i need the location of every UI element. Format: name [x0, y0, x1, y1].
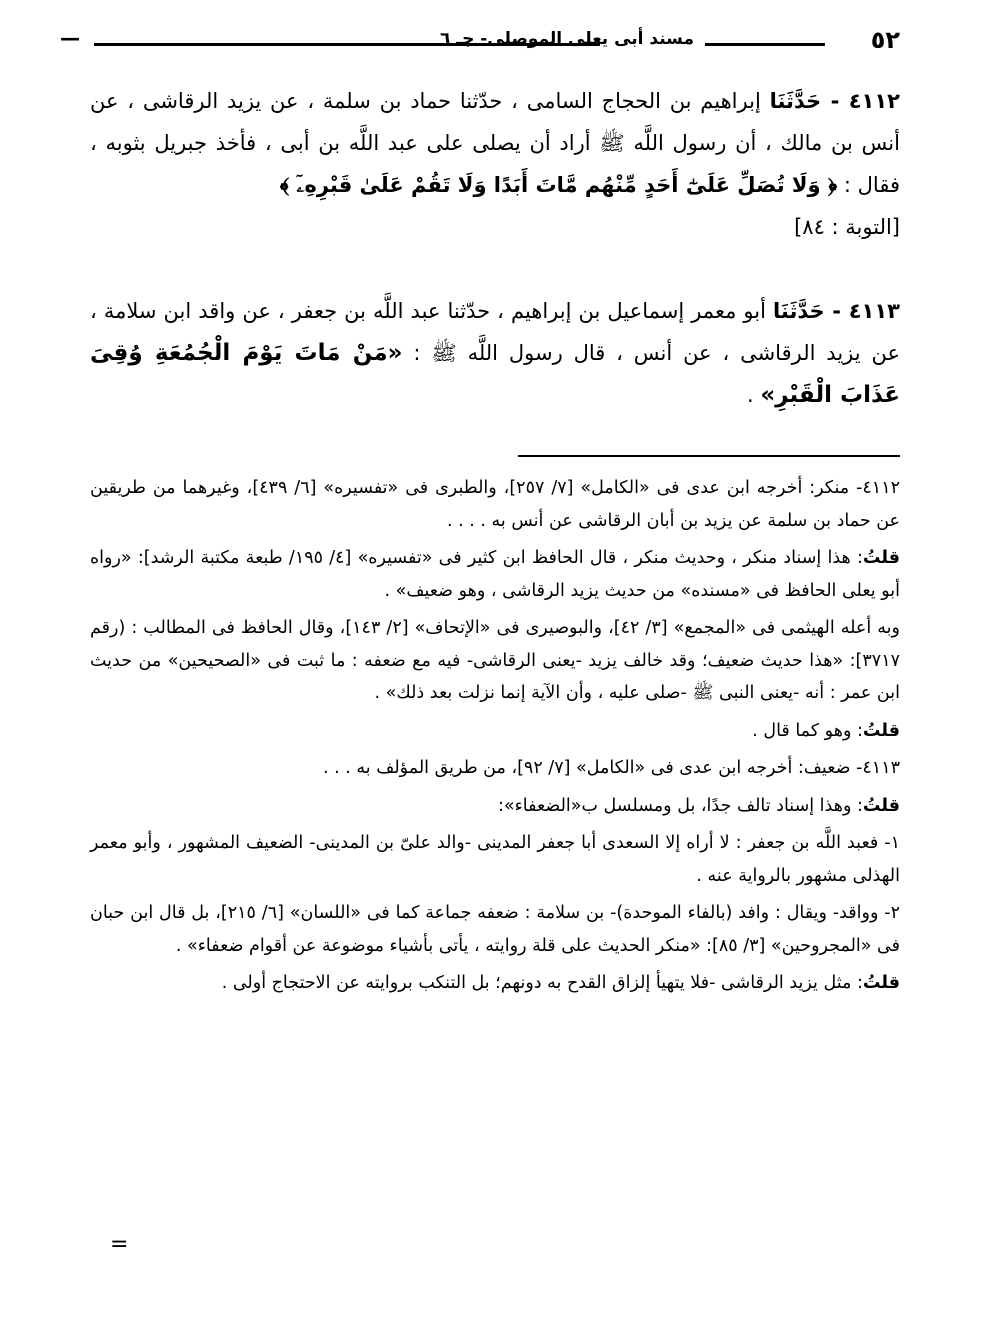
hadith-number: ٤١١٣	[848, 299, 900, 323]
page-number: ٥٢	[870, 26, 900, 54]
footnote-4112-conclusion: قلتُ: وهو كما قال .	[752, 720, 900, 741]
hadith-text: إبراهيم بن الحجاج السامى ، حدّثنا حماد بن سلمة ، عن يزيد الرقاشى ، عن أنس بن مالك ، أن رسول اللَّه ﷺ أراد أن يصلى على عبد اللَّه بن أبى ، فأخذ جبريل بثوبه ، فقال :	[90, 89, 900, 197]
qultu-label: قلتُ	[862, 973, 900, 993]
hadith-opener: حَدَّثَنَا	[769, 89, 822, 113]
header-dash: —	[60, 26, 80, 50]
qultu-label: قلتُ	[862, 795, 900, 816]
page-header	[60, 26, 900, 60]
hadith-matn: «مَنْ مَاتَ يَوْمَ الْجُمُعَةِ وُقِىَ عَذَابَ الْقَبْرِ»	[90, 340, 900, 408]
hadith-4113: ٤١١٣ - حَدَّثَنَا أبو معمر إسماعيل بن إبراهيم ، حدّثنا عبد اللَّه بن جعفر ، عن واقد ابن سلامة ، عن يزيد الرقاشى ، عن أنس ، قال رسول اللَّه ﷺ : «مَنْ مَاتَ يَوْمَ الْجُمُعَةِ وُقِىَ عَذَابَ الْقَبْرِ» .	[90, 299, 900, 408]
footnote-4113-grading: ٤١١٣- ضعيف: أخرجه ابن عدى فى «الكامل» [٧/ ٩٢]، من طريق المؤلف به . . .	[323, 758, 900, 778]
footnote-4113-comment: قلتُ: وهذا إسناد تالف جدًا، بل ومسلسل ب«الضعفاء»:	[497, 795, 900, 816]
footnote-separator	[518, 455, 900, 457]
continuation-mark: =	[110, 1232, 129, 1257]
hadith-number: ٤١١٢	[848, 89, 900, 113]
quran-verse: ﴿ وَلَا تُصَلِّ عَلَىٰٓ أَحَدٍ مِّنْهُم مَّاتَ أَبَدًا وَلَا تَقُمْ عَلَىٰ قَبْرِهِۦٓ ﴾	[279, 173, 838, 197]
qultu-label: قلتُ	[862, 720, 900, 741]
footnote-4112-grading: ٤١١٢- منكر: أخرجه ابن عدى فى «الكامل» [٧/ ٢٥٧]، والطبرى فى «تفسيره» [٦/ ٤٣٩]، وغيرهما من طريقين عن حماد بن سلمة عن يزيد بن أبان الرقاشى عن أنس به . . . .	[90, 478, 900, 531]
footnote-4112-comment: قلتُ: هذا إسناد منكر ، وحديث منكر ، قال الحافظ ابن كثير فى «تفسيره» [٤/ ١٩٥/ طبعة مكتبة الرشد]: «رواه أبو يعلى الحافظ فى «مسنده» من حديث يزيد الرقاشى ، وهو ضعيف» .	[90, 548, 900, 601]
footnote-4113-item-2: ٢- وواقد- ويقال : وافد (بالفاء الموحدة)- بن سلامة : ضعفه جماعة كما فى «اللسان» [٦/ ٢١٥]، بل قال ابن حبان فى «المجروحين» [٣/ ٨٥]: «منكر الحديث على قلة روايته ، يأتى بأشياء موضوعة عن أقوام ضعفاء» .	[90, 903, 900, 956]
verse-reference: [التوبة : ٨٤]	[794, 215, 900, 239]
header-rule	[94, 43, 600, 46]
footnotes	[90, 472, 900, 1005]
qultu-label: قلتُ	[862, 548, 900, 568]
footnote-4113-item-1: ١- فعبد اللَّه بن جعفر : لا أراه إلا السعدى أبا جعفر المدينى -والد علىّ بن المدينى- الضعيف المشهور ، وأبو معمر الهذلى مشهور بالرواية عنه .	[90, 833, 900, 886]
hadith-4112: ٤١١٢ - حَدَّثَنَا إبراهيم بن الحجاج السامى ، حدّثنا حماد بن سلمة ، عن يزيد الرقاشى ، عن أنس بن مالك ، أن رسول اللَّه ﷺ أراد أن يصلى على عبد اللَّه بن أبى ، فأخذ جبريل بثوبه ، فقال : ﴿ وَلَا تُصَلِّ عَلَىٰٓ أَحَدٍ مِّنْهُم مَّاتَ أَبَدًا وَلَا تَقُمْ عَلَىٰ قَبْرِهِۦٓ ﴾ [التوبة : ٨٤]	[90, 80, 900, 248]
footnote-4113-conclusion: قلتُ: مثل يزيد الرقاشى -فلا يتهيأ إلزاق القدح به دونهم؛ بل التنكب بروايته عن الاحتجاج أولى .	[221, 973, 900, 993]
header-rule	[705, 43, 825, 46]
running-title: مسند أبى يعلى الموصلى- جـ ٦	[439, 29, 694, 49]
hadith-end: .	[746, 383, 754, 407]
footnote-4112-sources: وبه أعله الهيثمى فى «المجمع» [٣/ ٤٢]، والبوصيرى فى «الإتحاف» [٢/ ١٤٣]، وقال الحافظ فى المطالب : (رقم ٣٧١٧]: «هذا حديث ضعيف؛ وقد خالف يزيد -يعنى الرقاشى- فيه مع ضعفه : ما ثبت فى «الصحيحين» من حديث ابن عمر : أنه -يعنى النبى ﷺ -صلى عليه ، وأن الآية إنما نزلت بعد ذلك» .	[90, 618, 900, 703]
hadith-opener: حَدَّثَنَا	[772, 299, 825, 323]
hadith-text: أبو معمر إسماعيل بن إبراهيم ، حدّثنا عبد اللَّه بن جعفر ، عن واقد ابن سلامة ، عن يزيد الرقاشى ، عن أنس ، قال رسول اللَّه ﷺ :	[90, 299, 900, 365]
